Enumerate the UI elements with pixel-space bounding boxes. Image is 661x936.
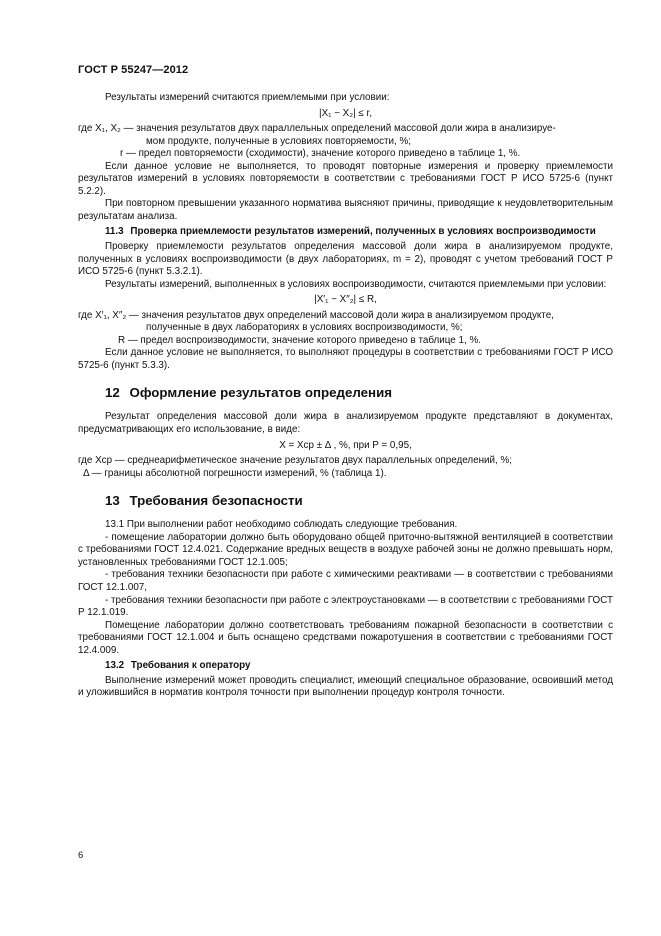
repeatability-limit-def: r — предел повторяемости (сходимости), значение которого приведено в таблице 1, %. <box>120 148 521 160</box>
repeatability-where-desc: значения результатов двух параллельных определений массовой доли жира в анализируе- <box>136 123 556 135</box>
repeatability-intro: Результаты измерений считаются приемлемыми при условии: <box>105 92 390 103</box>
result-where-mean: где Xср — среднеарифметическое значение результатов двух параллельных определений, %; <box>78 455 512 467</box>
repeatability-repeat-paragraph: При повторном превышении указанного норматива выясняют причины, приводящие к неудовлетворительным результатам анализа. <box>78 198 613 222</box>
section-13-number: 13 <box>105 493 120 509</box>
section-13-heading <box>105 493 613 509</box>
section-11-3-number: 11.3 <box>105 226 124 238</box>
reproducibility-where <box>78 310 613 323</box>
repeatability-where-lead: где X₁, X₂ — <box>78 123 137 135</box>
reproducibility-where-cont: полученные в двух лабораториях в условиях воспроизводимости, %; <box>146 322 463 334</box>
section-13-2-number: 13.2 <box>105 660 125 672</box>
reproducibility-limit-def: R — предел воспроизводимости, значение которого приведено в таблице 1, %. <box>118 334 481 346</box>
reproducibility-intro: Результаты измерений, выполненных в условиях воспроизводимости, считаются приемлемыми при условии: <box>105 278 607 290</box>
safety-item-ventilation: - помещение лаборатории должно быть оборудовано общей приточно-вытяжной вентиляцией в соответствии с требованиями ГОСТ 12.4.021. Содержание вредных веществ в воздухе рабочей зоны не должно превышать норм, установленных требованиями ГОСТ 12.1.005; <box>78 531 613 568</box>
result-format-paragraph: Результат определения массовой доли жира в анализируемом продукте представляют в документах, предусматривающих его использование, в виде: <box>78 411 613 436</box>
section-13-2-heading <box>105 660 613 673</box>
section-11-3-heading <box>105 226 613 239</box>
safety-item-chemicals: - требования техники безопасности при работе с химическими реактивами — в соответствии с требованиями ГОСТ 12.1.007, <box>78 569 613 593</box>
document-header: ГОСТ Р 55247—2012 <box>78 64 189 76</box>
reproducibility-where-desc: значения результатов двух определений массовой доли жира в анализируемом продукте, <box>141 309 554 321</box>
repeatability-where-cont: мом продукте, полученные в условиях повторяемости, %; <box>146 135 411 147</box>
repeatability-formula: |X₁ − X₂| ≤ r, <box>319 107 372 119</box>
reproducibility-fail-paragraph: Если данное условие не выполняется, то выполняют процедуры в соответствии с требованиями ГОСТ Р ИСО 5725-6 (пункт 5.3.3). <box>78 347 613 371</box>
repeatability-where <box>78 123 613 136</box>
fire-safety-paragraph: Помещение лаборатории должно соответствовать требованиям пожарной безопасности в соответствии с требованиями ГОСТ 12.1.004 и быть оснащено средствами пожаротушения в соответствии с требованиями ГОСТ 12.4.009. <box>78 619 613 656</box>
result-where-delta: Δ — границы абсолютной погрешности измерений, % (таблица 1). <box>83 467 387 479</box>
operator-paragraph: Выполнение измерений может проводить специалист, имеющий специальное образование, освоивший метод и уложившийся в норматив контроля точности при выполнении процедур контроля точности. <box>78 674 613 699</box>
result-formula: X = Xср ± Δ , %, при P = 0,95, <box>279 439 412 451</box>
safety-intro: 13.1 При выполнении работ необходимо соблюдать следующие требования. <box>105 519 458 531</box>
section-12-heading <box>105 385 613 401</box>
reproducibility-formula: |X′₁ − X″₂| ≤ R, <box>314 294 377 306</box>
reproducibility-check-paragraph: Проверку приемлемости результатов определения массовой доли жира в анализируемом продукте, полученных в условиях воспроизводимости (в двух лабораториях, m = 2), проводят с учетом требований ГОСТ Р ИСО 5725-6 (пункт 5.3.2.1). <box>78 241 613 278</box>
section-13-title: Требования безопасности <box>129 493 303 509</box>
section-11-3-title: Проверка приемлемости результатов измерений, полученных в условиях воспроизводимости <box>130 226 596 238</box>
safety-item-electrical: - требования техники безопасности при работе с электроустановками — в соответствии с требованиями ГОСТ Р 12.1.019. <box>78 594 613 619</box>
repeatability-fail-paragraph: Если данное условие не выполняется, то проводят повторные измерения и проверку приемлемости результатов измерений в условиях повторяемости в соответствии с требованиями ГОСТ Р ИСО 5725-6 (пункт 5.2.2). <box>78 160 613 197</box>
reproducibility-where-lead: где X′₁, X″₂ — <box>78 309 142 321</box>
document-body <box>78 92 613 700</box>
section-12-title: Оформление результатов определения <box>129 385 393 401</box>
page-number: 6 <box>78 850 84 861</box>
section-13-2-title: Требования к оператору <box>130 660 251 672</box>
section-12-number: 12 <box>105 385 120 401</box>
